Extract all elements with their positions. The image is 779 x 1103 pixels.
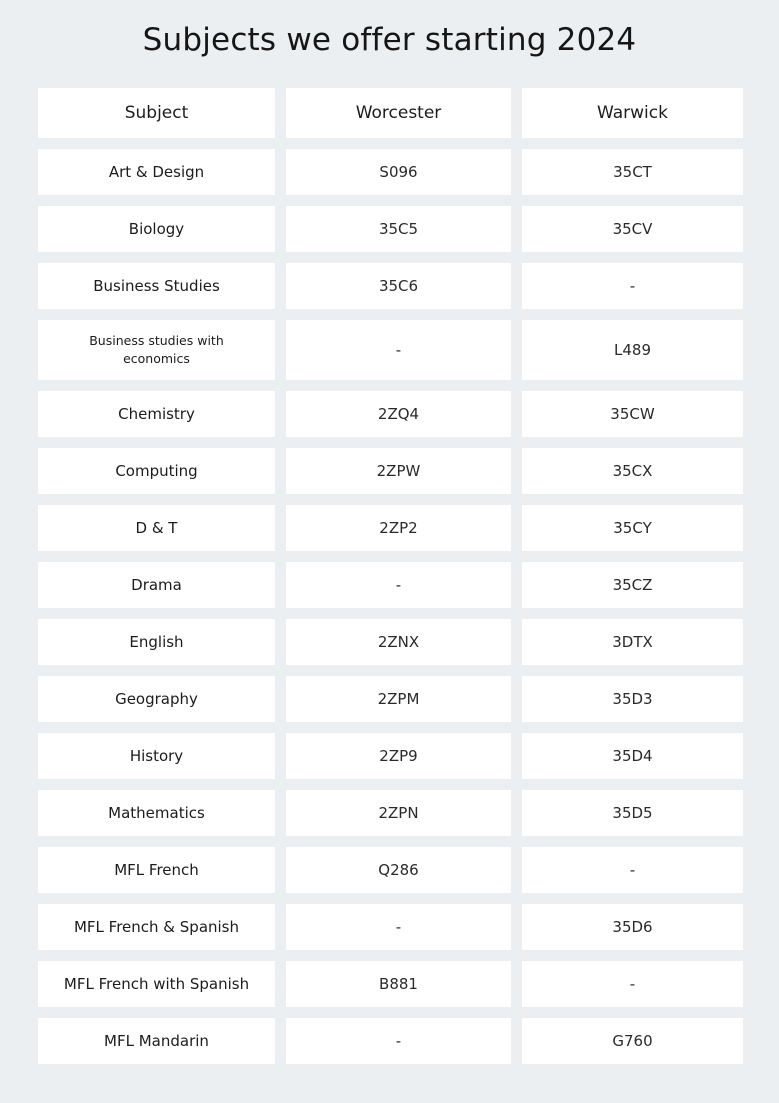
warwick-code-cell: - [522, 263, 743, 309]
worcester-code-cell: - [286, 1018, 511, 1064]
warwick-code-cell: 35D3 [522, 676, 743, 722]
warwick-code-cell: 35CZ [522, 562, 743, 608]
subject-cell: Computing [38, 448, 275, 494]
subject-cell: D & T [38, 505, 275, 551]
table-row [38, 448, 743, 494]
table-row [38, 206, 743, 252]
worcester-code-cell: 35C6 [286, 263, 511, 309]
warwick-code-cell: 35D6 [522, 904, 743, 950]
table-row [38, 320, 743, 380]
header-worcester: Worcester [286, 88, 511, 138]
subject-cell: MFL Mandarin [38, 1018, 275, 1064]
worcester-code-cell: 2ZNX [286, 619, 511, 665]
table-row [38, 619, 743, 665]
subject-cell: Biology [38, 206, 275, 252]
subject-cell: Business Studies [38, 263, 275, 309]
table-row [38, 676, 743, 722]
table-row [38, 263, 743, 309]
warwick-code-cell: 35CV [522, 206, 743, 252]
warwick-code-cell: 35D5 [522, 790, 743, 836]
worcester-code-cell: 2ZQ4 [286, 391, 511, 437]
warwick-code-cell: 3DTX [522, 619, 743, 665]
subject-cell: Chemistry [38, 391, 275, 437]
subject-cell: MFL French & Spanish [38, 904, 275, 950]
table-row [38, 1018, 743, 1064]
table-row [38, 733, 743, 779]
table-header-row [38, 88, 743, 138]
table-row [38, 391, 743, 437]
worcester-code-cell: - [286, 562, 511, 608]
subject-cell: Geography [38, 676, 275, 722]
worcester-code-cell: 2ZPM [286, 676, 511, 722]
table-row [38, 904, 743, 950]
header-subject: Subject [38, 88, 275, 138]
warwick-code-cell: 35CW [522, 391, 743, 437]
table-row [38, 847, 743, 893]
warwick-code-cell: - [522, 847, 743, 893]
subject-cell: Art & Design [38, 149, 275, 195]
page-title: Subjects we offer starting 2024 [142, 22, 637, 58]
subject-cell: Business studies with economics [38, 320, 275, 380]
warwick-code-cell: 35CX [522, 448, 743, 494]
warwick-code-cell: L489 [522, 320, 743, 380]
worcester-code-cell: - [286, 320, 511, 380]
worcester-code-cell: 35C5 [286, 206, 511, 252]
table-row [38, 961, 743, 1007]
worcester-code-cell: S096 [286, 149, 511, 195]
subject-cell: MFL French [38, 847, 275, 893]
subject-cell: Mathematics [38, 790, 275, 836]
worcester-code-cell: B881 [286, 961, 511, 1007]
warwick-code-cell: 35CT [522, 149, 743, 195]
subjects-table [38, 88, 743, 1075]
worcester-code-cell: 2ZPN [286, 790, 511, 836]
table-row [38, 505, 743, 551]
worcester-code-cell: Q286 [286, 847, 511, 893]
subject-cell: English [38, 619, 275, 665]
subject-cell: MFL French with Spanish [38, 961, 275, 1007]
warwick-code-cell: G760 [522, 1018, 743, 1064]
worcester-code-cell: 2ZP9 [286, 733, 511, 779]
worcester-code-cell: 2ZPW [286, 448, 511, 494]
warwick-code-cell: 35D4 [522, 733, 743, 779]
worcester-code-cell: - [286, 904, 511, 950]
warwick-code-cell: - [522, 961, 743, 1007]
worcester-code-cell: 2ZP2 [286, 505, 511, 551]
warwick-code-cell: 35CY [522, 505, 743, 551]
subject-cell: History [38, 733, 275, 779]
table-row [38, 790, 743, 836]
subject-cell: Drama [38, 562, 275, 608]
table-row [38, 149, 743, 195]
table-row [38, 562, 743, 608]
header-warwick: Warwick [522, 88, 743, 138]
